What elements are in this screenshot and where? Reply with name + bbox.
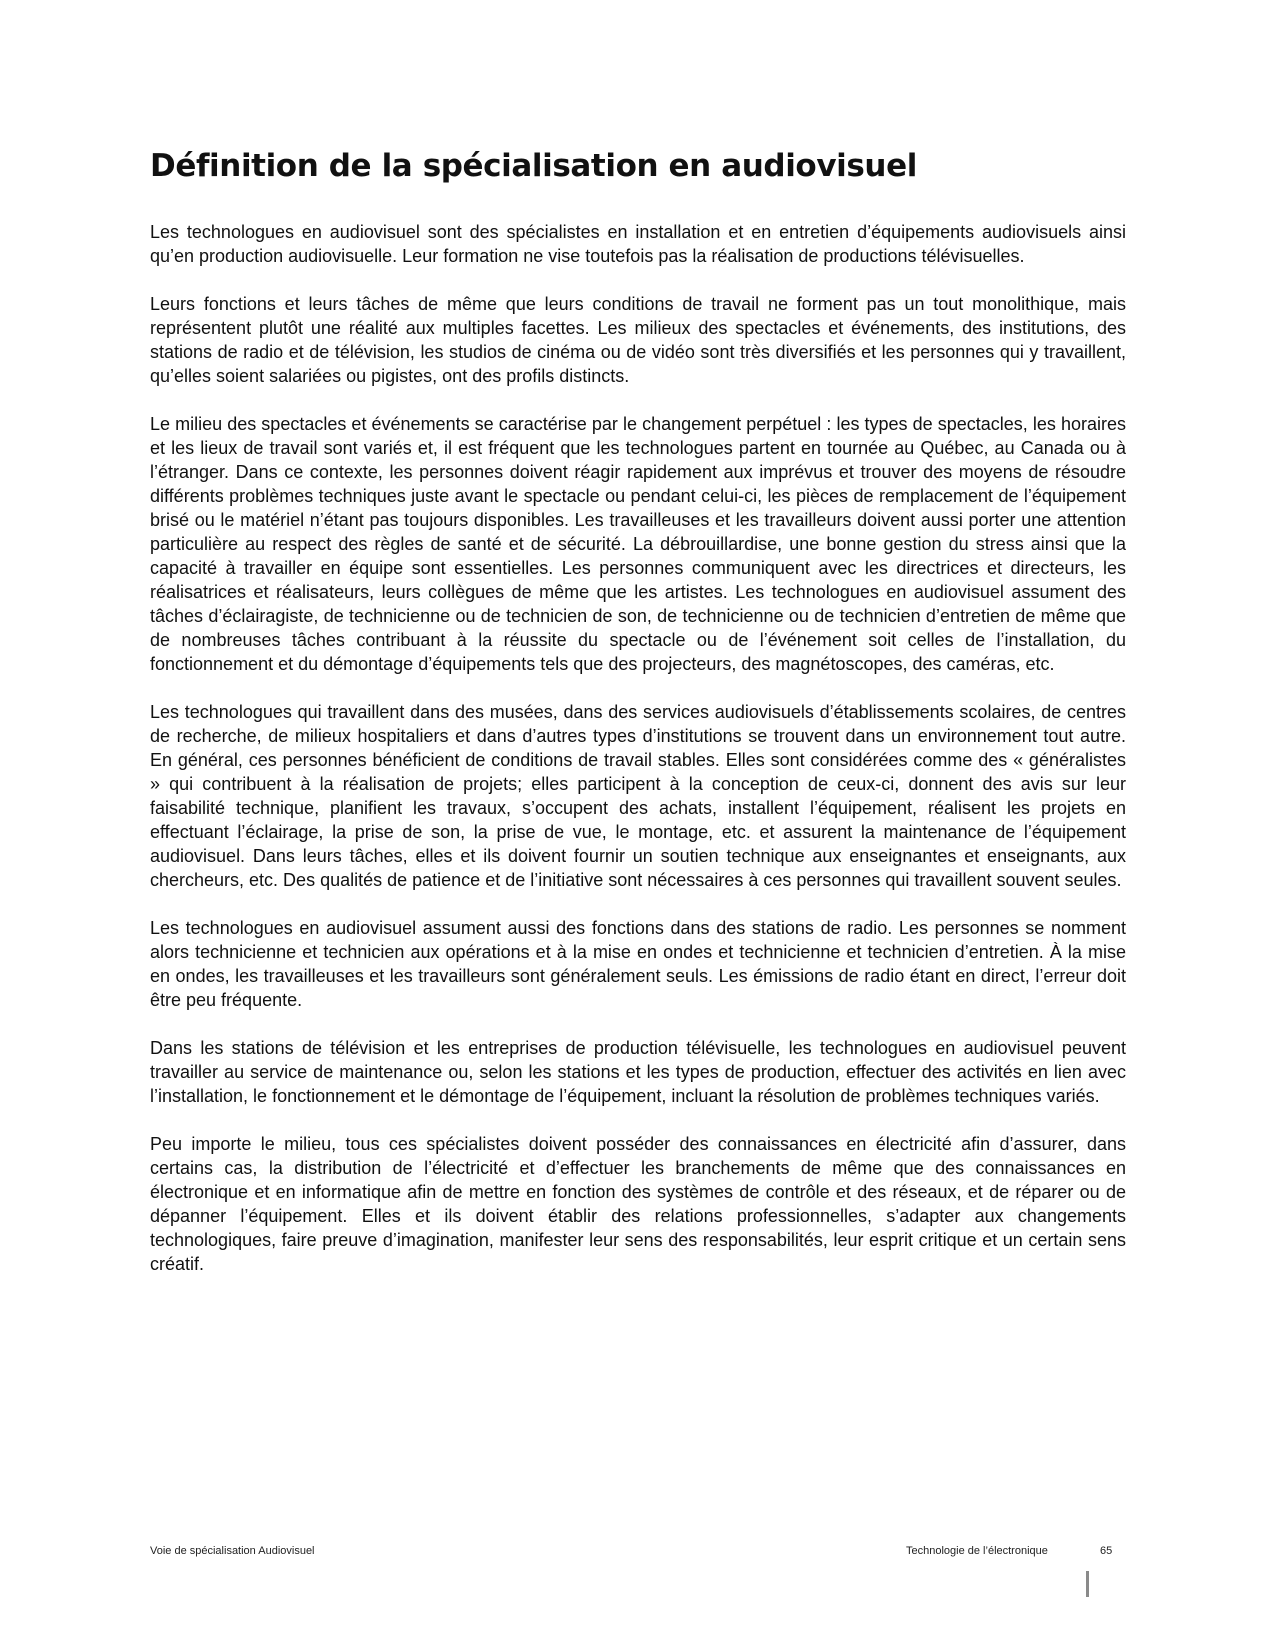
paragraph-functions: Leurs fonctions et leurs tâches de même que leurs conditions de travail ne forment pas un tout monolithique, mais représentent plutôt une réalité aux multiples facettes. Les milieux des spectacles et événements, des institutions, des stations de radio et de télévision, les studios de cinéma ou de vidéo sont très diversifiés et les personnes qui y travaillent, qu’elles soient salariées ou pigistes, ont des profils distincts.	[150, 294, 1126, 386]
footer-document-title: Technologie de l’électronique	[906, 1545, 1048, 1557]
footer-section-title: Voie de spécialisation Audiovisuel	[150, 1545, 315, 1557]
paragraph-shows-events: Le milieu des spectacles et événements se caractérise par le changement perpétuel : les types de spectacles, les horaires et les lieux de travail sont variés et, il est fréquent que les technologues partent en tournée au Québec, au Canada ou à l’étranger. Dans ce contexte, les personnes doivent réagir rapidement aux imprévus et trouver des moyens de résoudre différents problèmes techniques juste avant le spectacle ou pendant celui-ci, les pièces de remplacement de l’équipement brisé ou le matériel n’étant pas toujours disponibles. Les travailleuses et les travailleurs doivent aussi porter une attention particulière au respect des règles de santé et de sécurité. La débrouillardise, une bonne gestion du stress ainsi que la capacité à travailler en équipe sont essentielles. Les personnes communiquent avec les directrices et directeurs, les réalisatrices et réalisateurs, leurs collègues de même que les artistes. Les technologues en audiovisuel assument des tâches d’éclairagiste, de technicienne ou de technicien de son, de technicienne ou de technicien d’entretien de même que de nombreuses tâches contribuant à la réussite du spectacle ou de l’événement soit celles de l’installation, du fonctionnement et du démontage d’équipements tels que des projecteurs, des magnétoscopes, des caméras, etc.	[150, 414, 1126, 674]
paragraph-television: Dans les stations de télévision et les entreprises de production télévisuelle, les technologues en audiovisuel peuvent travailler au service de maintenance ou, selon les stations et les types de production, effectuer des activités en lien avec l’installation, le fonctionnement et le démontage de l’équipement, incluant la résolution de problèmes techniques variés.	[150, 1038, 1126, 1106]
paragraph-skills: Peu importe le milieu, tous ces spécialistes doivent posséder des connaissances en électricité afin d’assurer, dans certains cas, la distribution de l’électricité et d’effectuer les branchements de même que des connaissances en électronique et en informatique afin de mettre en fonction des systèmes de contrôle et des réseaux, et de réparer ou de dépanner l’équipement. Elles et ils doivent établir des relations professionnelles, s’adapter aux changements technologiques, faire preuve d’imagination, manifester leur sens des responsabilités, leur esprit critique et un certain sens créatif.	[150, 1134, 1126, 1274]
page-number: 65	[1100, 1545, 1113, 1557]
paragraph-institutions: Les technologues qui travaillent dans des musées, dans des services audiovisuels d’établissements scolaires, de centres de recherche, de milieux hospitaliers et dans d’autres types d’institutions se trouvent dans un environnement tout autre. En général, ces personnes bénéficient de conditions de travail stables. Elles sont considérées comme des « généralistes » qui contribuent à la réalisation de projets; elles participent à la conception de ceux-ci, donnent des avis sur leur faisabilité technique, planifient les travaux, s’occupent des achats, installent l’équipement, réalisent les projets en effectuant l’éclairage, la prise de son, la prise de vue, le montage, etc. et assurent la maintenance de l’équipement audiovisuel. Dans leurs tâches, elles et ils doivent fournir un soutien technique aux enseignantes et enseignants, aux chercheurs, etc. Des qualités de patience et de l’initiative sont nécessaires à ces personnes qui travaillent souvent seules.	[150, 702, 1126, 890]
margin-change-bar	[1086, 1571, 1089, 1597]
paragraph-intro: Les technologues en audiovisuel sont des spécialistes en installation et en entretien d’équipements audiovisuels ainsi qu’en production audiovisuelle. Leur formation ne vise toutefois pas la réalisation de productions télévisuelles.	[150, 222, 1126, 266]
body-text	[150, 220, 1126, 1300]
paragraph-radio: Les technologues en audiovisuel assument aussi des fonctions dans des stations de radio. Les personnes se nomment alors technicienne et technicien aux opérations et à la mise en ondes et technicienne et technicien d’entretien. À la mise en ondes, les travailleuses et les travailleurs sont généralement seuls. Les émissions de radio étant en direct, l’erreur doit être peu fréquente.	[150, 918, 1126, 1010]
page-title: Définition de la spécialisation en audiovisuel	[150, 148, 917, 184]
